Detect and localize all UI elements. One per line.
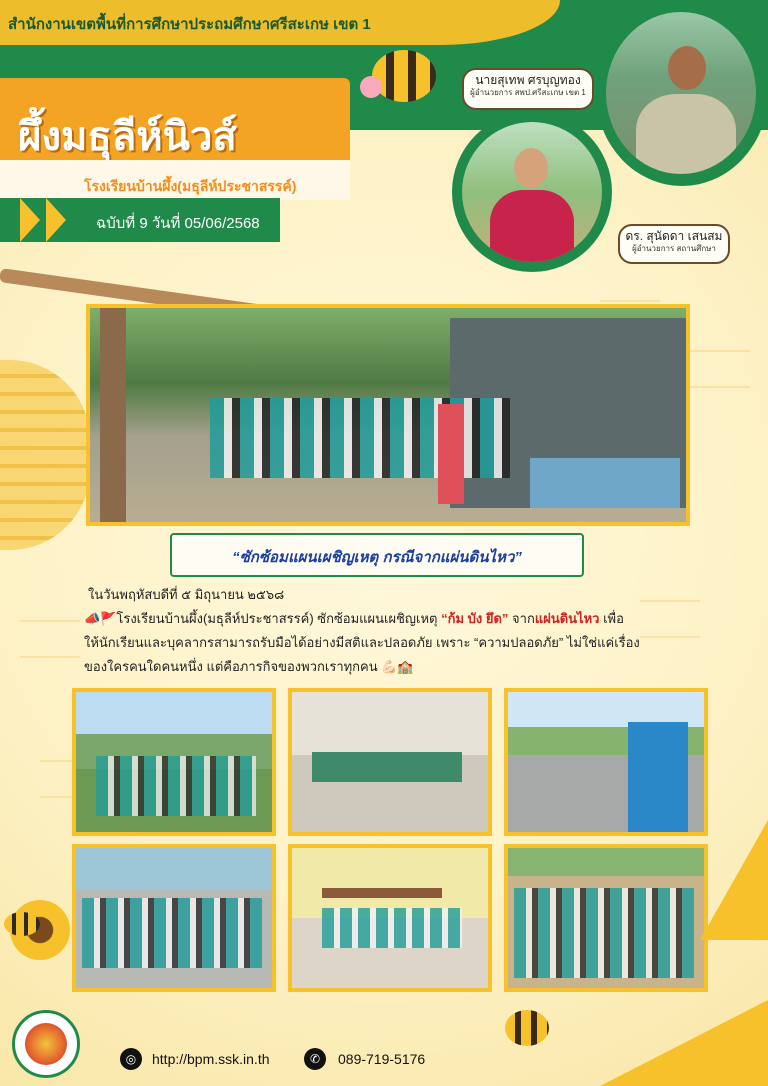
logo-emblem bbox=[25, 1023, 67, 1065]
students-group bbox=[210, 398, 510, 478]
person-name: นายสุเทพ ศรบุญทอง bbox=[475, 73, 581, 87]
headline-box bbox=[170, 533, 584, 577]
body-text: จาก bbox=[512, 611, 535, 626]
bee-icon bbox=[372, 50, 436, 102]
name-tag-area-director bbox=[462, 68, 594, 110]
students-group bbox=[96, 756, 256, 816]
school-logo bbox=[12, 1010, 80, 1078]
newsletter-title: ผึ้งมธุลีห์นิวส์ bbox=[18, 115, 237, 159]
phone-icon: ✆ bbox=[304, 1048, 326, 1070]
photo-thumbnail bbox=[72, 844, 276, 992]
portrait-school-director bbox=[462, 122, 602, 262]
teacher-figure bbox=[628, 722, 688, 832]
main-photo bbox=[86, 304, 690, 526]
headline-text: “ซักซ้อมแผนเผชิญเหตุ กรณีจากแผ่นดินไหว” bbox=[232, 549, 522, 566]
bee-icon bbox=[505, 1010, 549, 1046]
body-line-3: ของใครคนใดคนหนึ่ง แต่คือภารกิจของพวกเราทุกคน 💪🏻🏫 bbox=[84, 659, 414, 674]
person-role: ผู้อำนวยการ สถานศึกษา bbox=[632, 244, 716, 253]
body-line-1 bbox=[84, 608, 624, 629]
photo-thumbnail bbox=[72, 688, 276, 836]
website-link[interactable]: http://bpm.ssk.in.th bbox=[152, 1051, 270, 1067]
phone-number[interactable]: 089-719-5176 bbox=[338, 1051, 426, 1067]
agency-name: สำนักงานเขตพื้นที่การศึกษาประถมศึกษาศรีสะเกษ เขต 1 bbox=[8, 16, 371, 33]
honeycomb-decoration bbox=[640, 600, 700, 638]
classroom-desks bbox=[312, 752, 462, 782]
body-line-2: ให้นักเรียนและบุคลากรสามารถรับมือได้อย่างมีสติและปลอดภัย เพราะ “ความปลอดภัย” ไม่ใช่แค่เรื่อง bbox=[84, 635, 640, 650]
students-group bbox=[322, 908, 462, 948]
teacher-figure bbox=[438, 404, 464, 504]
portrait-director-area bbox=[606, 12, 756, 174]
bee-icon bbox=[4, 912, 40, 936]
highlight-text: แผ่นดินไหว bbox=[534, 611, 600, 626]
photo-thumbnail bbox=[504, 688, 708, 836]
honeycomb-decoration bbox=[690, 350, 750, 388]
photo-thumbnail bbox=[288, 844, 492, 992]
students-group bbox=[514, 888, 694, 978]
name-tag-school-director bbox=[618, 224, 730, 264]
chevron-icon bbox=[46, 198, 66, 242]
chevron-icon bbox=[20, 198, 40, 242]
date-line: ในวันพฤหัสบดีที่ ๕ มิถุนายน ๒๕๖๘ bbox=[88, 587, 285, 602]
person-role: ผู้อำนวยการ สพป.ศรีสะเกษ เขต 1 bbox=[470, 88, 586, 97]
photo-thumbnail bbox=[288, 688, 492, 836]
globe-icon: ◎ bbox=[120, 1048, 142, 1070]
school-name: โรงเรียนบ้านผึ้ง(มธุลีห์ประชาสรรค์) bbox=[84, 178, 297, 194]
person-name: ดร. สุนัดดา เสนสม bbox=[625, 229, 723, 243]
person-head bbox=[514, 148, 548, 188]
body-text: 📣🚩โรงเรียนบ้านผึ้ง(มธุลีห์ประชาสรรค์) ซักซ้อมแผนเผชิญเหตุ bbox=[84, 611, 438, 626]
wall-shape bbox=[530, 458, 680, 508]
person-body bbox=[490, 190, 574, 262]
person-body bbox=[636, 94, 736, 174]
body-text: เพื่อ bbox=[603, 611, 624, 626]
flower-icon bbox=[360, 76, 382, 98]
desk-shape bbox=[322, 888, 442, 898]
tree-trunk bbox=[100, 308, 126, 522]
decoration-triangle bbox=[600, 1000, 768, 1086]
beehive-illustration bbox=[0, 360, 90, 550]
highlight-text: “ก้ม บัง ยึด” bbox=[441, 611, 509, 626]
decoration-triangle bbox=[700, 820, 768, 940]
honeycomb-decoration bbox=[20, 620, 80, 658]
photo-thumbnail bbox=[504, 844, 708, 992]
person-head bbox=[668, 46, 706, 90]
issue-info: ฉบับที่ 9 วันที่ 05/06/2568 bbox=[96, 215, 260, 232]
students-group bbox=[82, 898, 262, 968]
